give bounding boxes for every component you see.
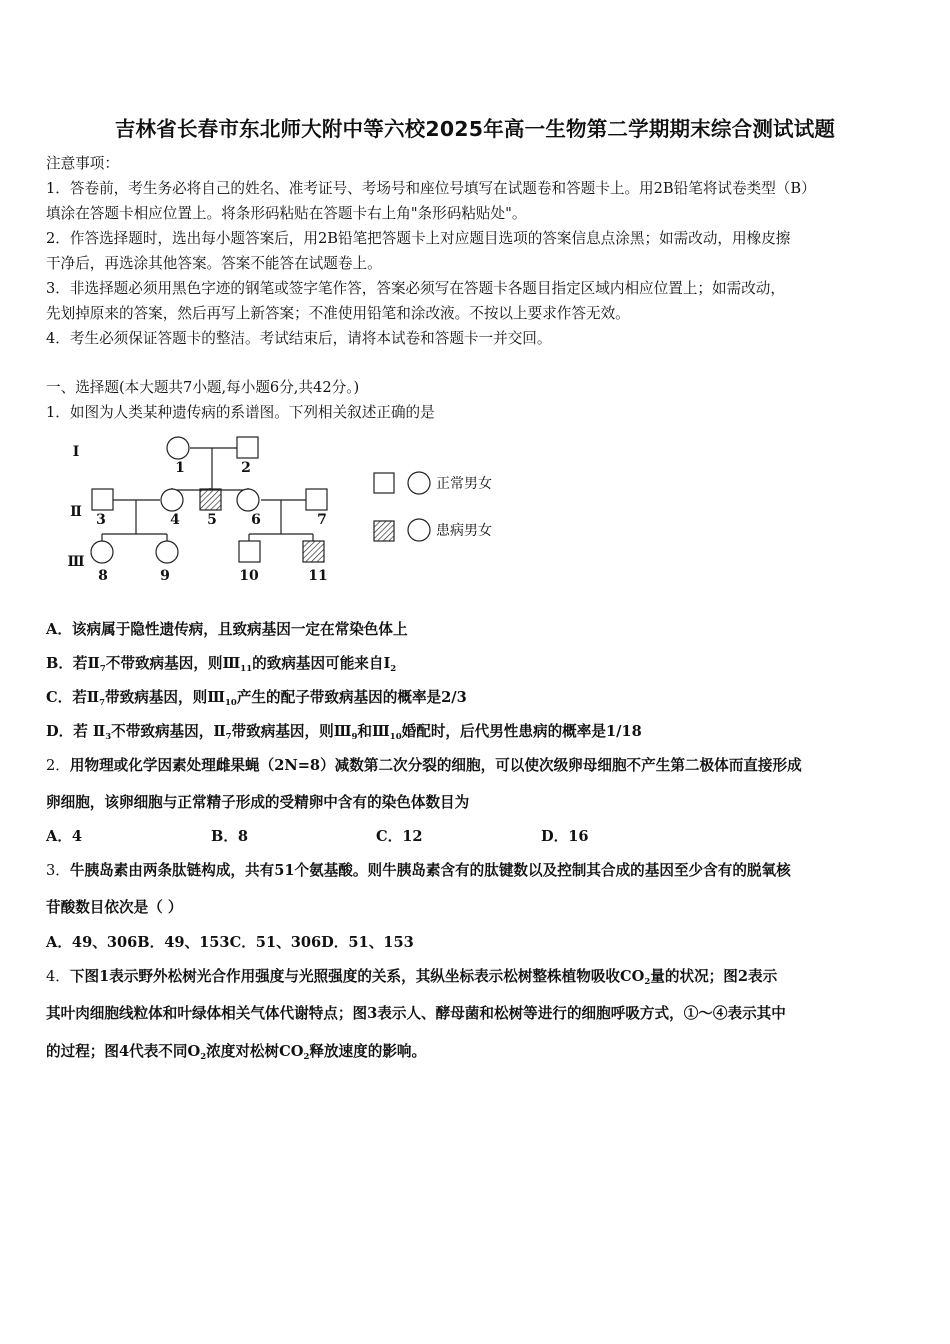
question-1-stem — [46, 401, 906, 422]
section-heading: 一、选择题(本大题共7小题,每小题6分,共42分。) — [46, 379, 360, 396]
question-4-line: 4．下图1表示野外松树光合作用强度与光照强度的关系，其纵坐标表示松树整株植物吸收$CO_2$量的状况；图2表示 — [46, 968, 778, 987]
individual-II3 — [92, 489, 113, 510]
legend-normal-label: 正常男女 — [436, 476, 492, 492]
legend-affected-male — [374, 521, 394, 541]
individual-II5 — [200, 489, 221, 510]
pedigree-diagram — [60, 428, 530, 588]
individual-number: 9 — [160, 568, 170, 584]
question-4-line: 其叶肉细胞线粒体和叶绿体相关气体代谢特点；图3表示人、酵母菌和松树等进行的细胞呼吸方式，①～④表示其中 — [46, 1005, 786, 1022]
individual-number: 1 — [175, 460, 185, 476]
individual-number: 5 — [207, 512, 217, 528]
notice-line: 填涂在答题卡相应位置上。将条形码粘贴在答题卡右上角"条形码粘贴处"。 — [46, 205, 527, 222]
individual-number: 10 — [239, 568, 259, 584]
legend-normal-male — [374, 473, 394, 493]
individual-II4 — [161, 489, 183, 511]
q3-options: A．49、306B．49、153C．51、306D．51、153 — [46, 934, 414, 951]
individual-number: 8 — [98, 568, 108, 584]
legend-normal-female — [408, 472, 430, 494]
q2-option-c: C．12 — [376, 828, 423, 845]
individual-I1 — [167, 437, 189, 459]
question-text: 如图为人类某种遗传病的系谱图。下列相关叙述正确的是 — [69, 404, 435, 421]
individual-number: 2 — [241, 460, 251, 476]
legend-affected-female — [408, 519, 430, 541]
generation-label: Ⅱ — [70, 504, 82, 520]
individual-number: 6 — [251, 512, 261, 528]
question-4-line: 的过程；图4代表不同$O_2$浓度对松树$CO_2$释放速度的影响。 — [46, 1043, 427, 1062]
legend-affected-label: 患病男女 — [436, 523, 492, 539]
q1-option-c: C．若$Ⅱ_7$带致病基因，则$Ⅲ_{10}$产生的配子带致病基因的概率是2/3 — [46, 689, 467, 708]
individual-number: 4 — [170, 512, 180, 528]
individual-III11 — [303, 541, 324, 562]
question-2-line: 2．用物理或化学因素处理雌果蝇（2N=8）减数第二次分裂的细胞，可以使次级卵母细胞不产生第二极体而直接形成 — [46, 757, 802, 774]
question-number: 3． — [46, 862, 70, 879]
individual-II7 — [306, 489, 327, 510]
question-number: 2． — [46, 757, 70, 774]
question-3-line: 苷酸数目依次是（ ） — [46, 899, 183, 916]
individual-number: 7 — [317, 512, 327, 528]
q1-option-b: B．若$Ⅱ_7$不带致病基因，则$Ⅲ_{11}$的致病基因可能来自$Ⅰ_2$ — [46, 655, 397, 674]
q2-option-d: D．16 — [541, 828, 589, 845]
notice-line: 4．考生必须保证答题卡的整洁。考试结束后，请将本试卷和答题卡一并交回。 — [46, 330, 552, 347]
individual-I2 — [237, 437, 258, 458]
q1-option-d: D．若 $Ⅱ_3$不带致病基因，$Ⅱ_7$带致病基因，则$Ⅲ_9$和$Ⅲ_{10}$婚配时，后代男性患病的概率是1/18 — [46, 723, 642, 742]
q1-option-a: A．该病属于隐性遗传病，且致病基因一定在常染色体上 — [46, 621, 408, 638]
q2-option-b: B．8 — [211, 828, 249, 845]
page-title: 吉林省长春市东北师大附中等六校2025年高一生物第二学期期末综合测试试题 — [114, 117, 836, 141]
notice-line: 干净后，再选涂其他答案。答案不能答在试题卷上。 — [46, 255, 382, 272]
notice-line: 先划掉原来的答案，然后再写上新答案；不准使用铅笔和涂改液。不按以上要求作答无效。 — [46, 305, 630, 322]
generation-label: Ⅰ — [72, 444, 80, 460]
generation-label: Ⅲ — [67, 554, 85, 570]
individual-III10 — [239, 541, 260, 562]
notice-line: 1．答卷前，考生务必将自己的姓名、准考证号、考场号和座位号填写在试题卷和答题卡上。用2B铅笔将试卷类型（B） — [46, 180, 816, 197]
individual-III9 — [156, 541, 178, 563]
notice-line: 3．非选择题必须用黑色字迹的钢笔或签字笔作答，答案必须写在答题卡各题目指定区域内相应位置上；如需改动， — [46, 280, 785, 297]
q2-option-a: A．4 — [46, 828, 83, 845]
question-2-line: 卵细胞，该卵细胞与正常精子形成的受精卵中含有的染色体数目为 — [46, 794, 470, 811]
question-number: 4． — [46, 968, 70, 985]
notice-line: 2．作答选择题时，选出每小题答案后，用2B铅笔把答题卡上对应题目选项的答案信息点涂黑；如需改动，用橡皮擦 — [46, 230, 791, 247]
individual-III8 — [91, 541, 113, 563]
individual-II6 — [237, 489, 259, 511]
individual-number: 3 — [96, 512, 106, 528]
notice-heading: 注意事项： — [46, 155, 119, 172]
question-number: 1． — [46, 404, 70, 421]
individual-number: 11 — [308, 568, 328, 584]
question-3-line: 3．牛胰岛素由两条肽链构成，共有51个氨基酸。则牛胰岛素含有的肽键数以及控制其合成的基因至少含有的脱氧核 — [46, 862, 791, 879]
